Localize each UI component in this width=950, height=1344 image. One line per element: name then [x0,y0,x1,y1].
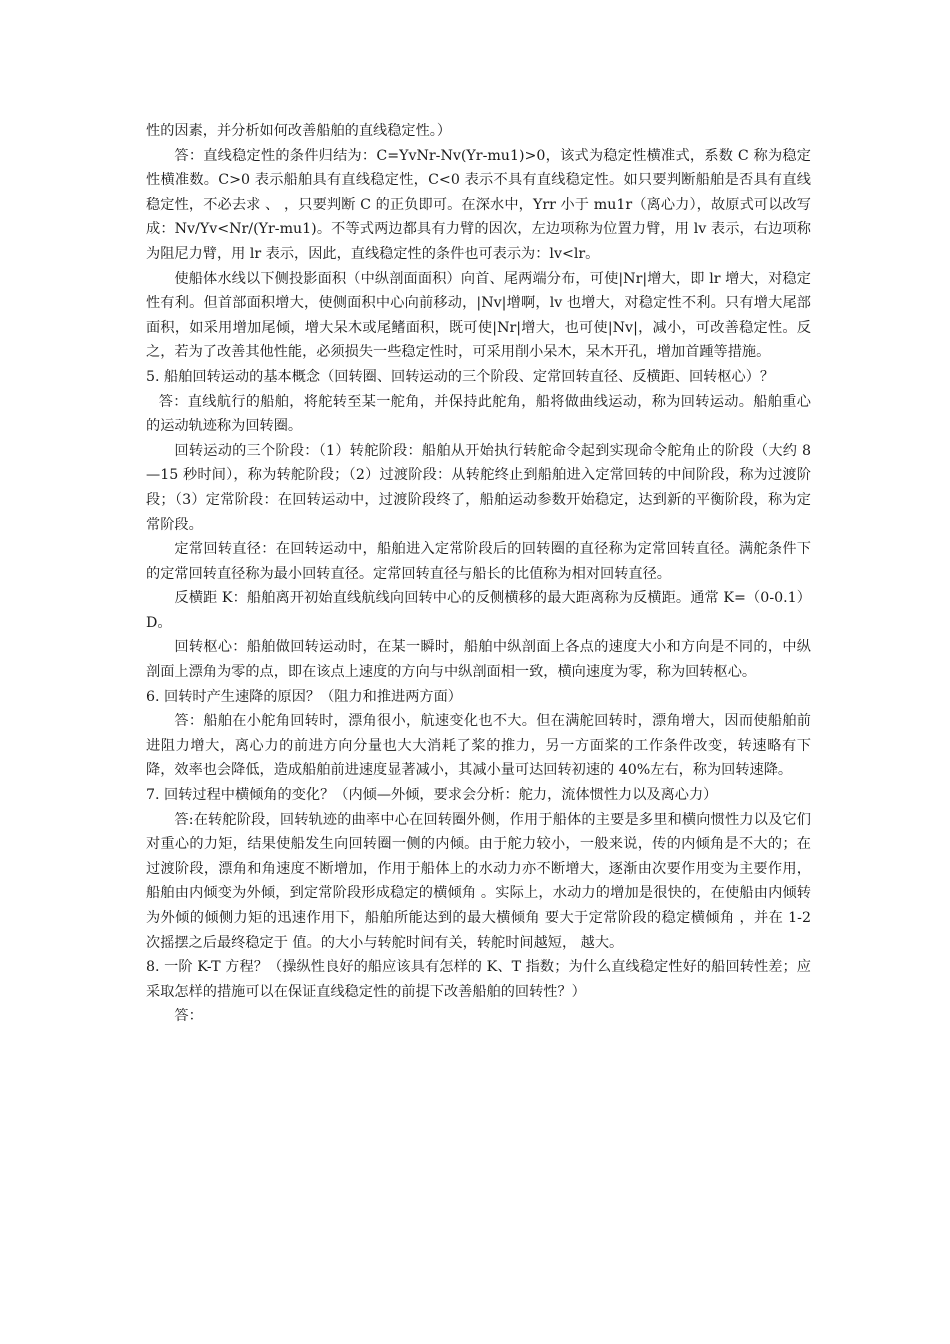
paragraph-improve-stability: 使船体水线以下侧投影面积（中纵剖面面积）向首、尾两端分布，可使|Nr|增大，即 lr 增大，对稳定性有利。但首部面积增大，使侧面积中心向前移动，|Nv|增啊，lv 也增大，对稳定性不利。只有增大尾部面积，如采用增加尾倾，增大呆木或尾鳍面积，既可使|Nr|增大，也可使|Nv|，减小，可改善稳定性。反之，若为了改善其他性能，必须损失一些稳定性时，可采用削小呆木，呆木开孔，增加首踵等措施。 [146,270,811,361]
question-7-heading: 7. 回转过程中横倾角的变化？（内倾—外倾，要求会分析：舵力，流体惯性力以及离心力） [146,787,718,804]
question-5-heading: 5. 船舶回转运动的基本概念（回转圈、回转运动的三个阶段、定常回转直径、反横距、回转枢心）？ [146,368,775,385]
paragraph-speed-drop-answer: 答：船舶在小舵角回转时，漂角很小，航速变化也不大。但在满舵回转时，漂角增大，因而使船舶前进阻力增大，离心力的前进方向分量也大大消耗了桨的推力，另一方面桨的工作条件改变，转速略有下降，效率也会降低，造成船舶前进速度显著减小，其减小量可达回转初速的 40%左右，称为回转速降。 [146,713,811,779]
paragraph-turning-motion-answer: 答：直线航行的船舶，将舵转至某一舵角，并保持此舵角，船将做曲线运动，称为回转运动。船舶重心的运动轨迹称为回转圈。 [146,393,811,435]
paragraph-pivot-point: 回转枢心：船舶做回转运动时，在某一瞬时，船舶中纵剖面上各点的速度大小和方向是不同的，中纵剖面上漂角为零的点，即在该点上速度的方向与中纵剖面相一致，横向速度为零，称为回转枢心。 [146,639,811,681]
paragraph-q4-tail: 性的因素，并分析如何改善船舶的直线稳定性。） [146,123,452,139]
question-8-heading: 8. 一阶 K-T 方程？（操纵性良好的船应该具有怎样的 K、T 指数；为什么直线稳定性好的船回转性差；应采取怎样的措施可以在保证直线稳定性的前提下改善船舶的回转性？） [146,959,811,1000]
question-6-heading: 6. 回转时产生速降的原因？（阻力和推进两方面） [146,688,462,705]
paragraph-kt-answer: 答： [174,1008,203,1025]
document-page [146,119,811,1029]
paragraph-straight-line-stability-answer: 答：直线稳定性的条件归结为：C=YvNr-Nv(Yr-mu1)>0，该式为稳定性横准式，系数 C 称为稳定性横准数。C>0 表示船舶具有直线稳定性，C<0 表示不具有直线稳定性。如只要判断船舶是否具有直线稳定性，不必去求 、 ，只要判断 C 的正负即可。在深水中，Yrr 小于 mu1r（离心力），故原式可以改写成：Nv/Yv<Nr/(Yr-mu1)。不等式两边都具有力臂的因次，左边项称为位置力臂，用 lv 表示，右边项称为阻尼力臂，用 lr 表示，因此，直线稳定性的条件也可表示为：lv<lr。 [146,147,811,262]
paragraph-three-stages: 回转运动的三个阶段：（1）转舵阶段：船舶从开始执行转舵命令起到实现命令舵角止的阶段（大约 8—15 秒时间），称为转舵阶段；（2）过渡阶段：从转舵终止到船舶进入定常回转的中间阶段，称为过渡阶段；（3）定常阶段：在回转运动中，过渡阶段终了，船舶运动参数开始稳定，达到新的平衡阶段，称为定常阶段。 [146,442,811,533]
paragraph-heel-angle-answer: 答:在转舵阶段，回转轨迹的曲率中心在回转圈外侧，作用于船体的主要是多里和横向惯性力以及它们对重心的力矩，结果使船发生向回转圈一侧的内倾。由于舵力较小，一般来说，传的内倾角是不大的；在过渡阶段，漂角和角速度不断增加，作用于船体上的水动力亦不断增大，逐渐由次要作用变为主要作用，船舶由内倾变为外倾，到定常阶段形成稳定的横倾角 。实际上，水动力的增加是很快的，在使船由内倾转为外倾的倾侧力矩的迅速作用下，船舶所能达到的最大横倾角 要大于定常阶段的稳定横倾角 ，并在 1-2 次摇摆之后最终稳定于 值。的大小与转舵时间有关，转舵时间越短， 越大。 [146,811,811,951]
paragraph-kick-distance: 反横距 K：船舶离开初始直线航线向回转中心的反侧横移的最大距离称为反横距。通常 K=（0-0.1）D。 [146,590,811,631]
paragraph-steady-turning-diameter: 定常回转直径：在回转运动中，船舶进入定常阶段后的回转圈的直径称为定常回转直径。满舵条件下的定常回转直径称为最小回转直径。定常回转直径与船长的比值称为相对回转直径。 [146,541,811,582]
